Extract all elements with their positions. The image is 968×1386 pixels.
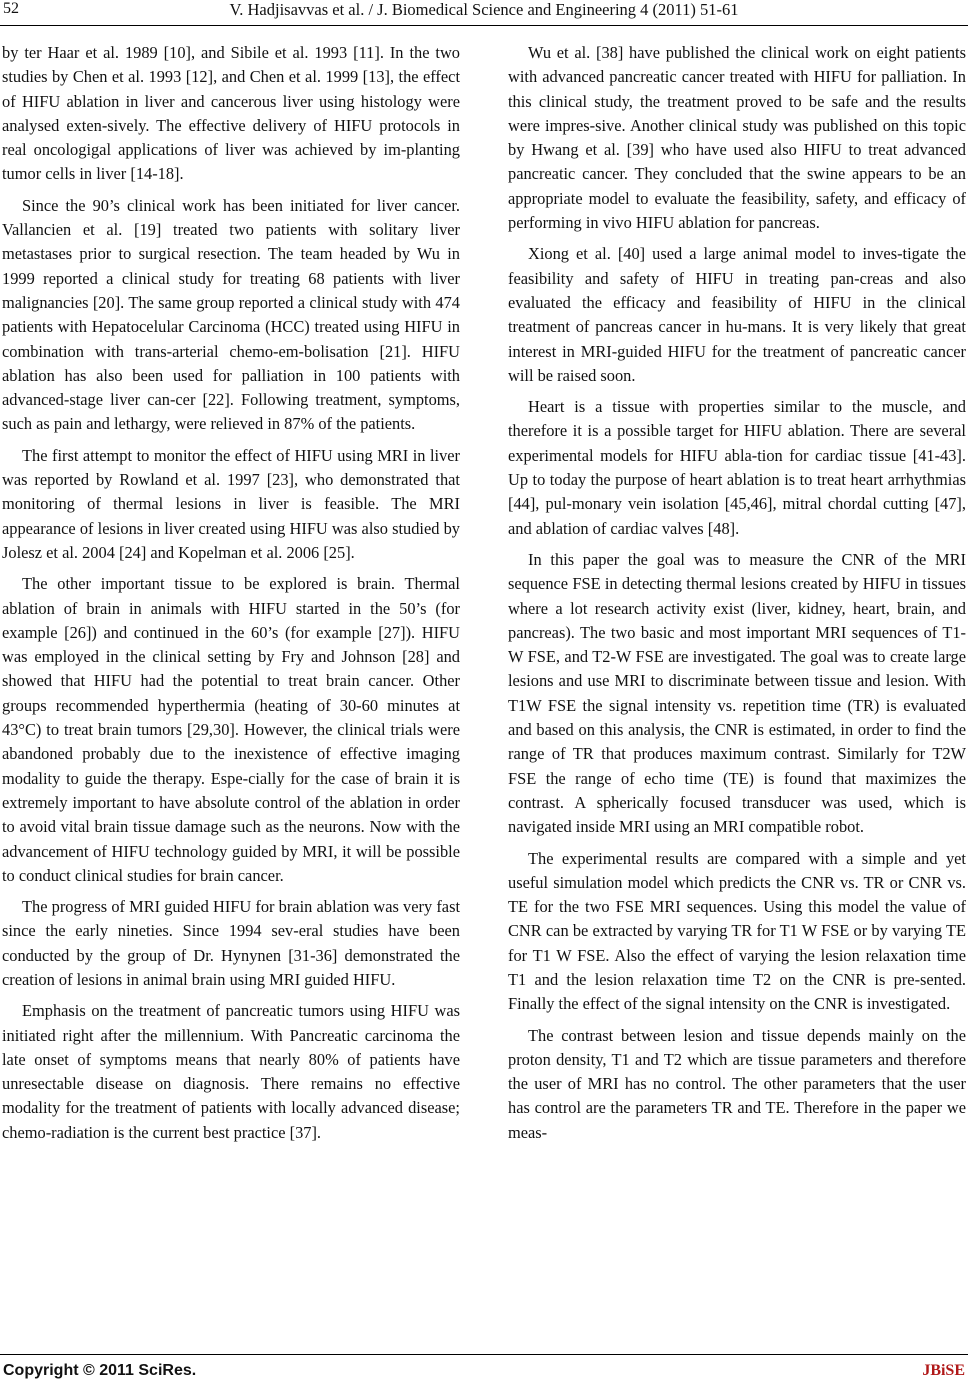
paragraph: Heart is a tissue with properties similar to the muscle, and therefore it is a possible target for HIFU ablation. There are several experimental models for HIFU abla-tion for cardiac tissue [41-43]. Up to today the purpose of heart ablation is to treat heart arrhythmias [44], pul-monary vein isolation [45,46], mitral chordal cutting [47], and ablation of cardiac valves [48]. [508, 397, 966, 538]
paragraph: The other important tissue to be explored is brain. Thermal ablation of brain in animals with HIFU started in the 50’s (for example [26]) and continued in the 60’s (for example [27]). HIFU was employed in the clinical setting by Fry and Johnson [28] and showed that HIFU had the potential to treat brain cancer. Other groups recommended hyperthermia (heating of 30-60 minutes at 43°C) to treat brain tumors [29,30]. However, the clinical trials were abandoned probably due to the inexistence of effective imaging modality to guide the therapy. Espe-cially for the case of brain it is extremely important to have absolute control of the ablation in order to avoid vital brain tissue damage such as the neurons. Now with the advancement of HIFU technology guided by MRI, it will be possible to conduct clinical studies for brain cancer. [2, 574, 460, 885]
page-footer [0, 1354, 968, 1386]
paragraph: The experimental results are compared with a simple and yet useful simulation model which predicts the CNR vs. TR or CNR vs. TE for the two FSE MRI sequences. Using this model the value of CNR can be extracted by varying TR for T1 W FSE or by varying TE for T1 W FSE. Also the effect of varying the lesion relaxation time T1 and the lesion relaxation time T2 on the CNR is pre-sented. Finally the effect of the signal intensity on the CNR is investigated. [508, 848, 966, 1014]
running-head: V. Hadjisavvas et al. / J. Biomedical Science and Engineering 4 (2011) 51-61 [229, 0, 739, 19]
paragraph: Since the 90’s clinical work has been initiated for liver cancer. Vallancien et al. [19] treated two patients with solitary liver metastases prior to surgical resection. The team headed by Wu in 1999 reported a clinical study for treating 68 patients with liver malignancies [20]. The same group reported a clinical study with 474 patients with Hepatocelular Carcinoma (HCC) treated using HIFU in combination with trans-arterial chemo-em-bolisation [21]. HIFU ablation has also been used for palliation in 100 patients with advanced-stage liver can-cer [22]. Following treatment, symptoms, such as pain and lethargy, were relieved in 87% of the patients. [2, 195, 460, 434]
paragraph: The contrast between lesion and tissue depends mainly on the proton density, T1 and T2 which are tissue parameters and therefore the user of MRI has no control. The other parameters that the user has control are the parameters TR and TE. Therefore in the paper we meas- [508, 1025, 966, 1142]
paragraph: by ter Haar et al. 1989 [10], and Sibile et al. 1993 [11]. In the two studies by Chen et al. 1993 [12], and Chen et al. 1999 [13], the effect of HIFU ablation in liver and cancerous liver using histology were analysed exten-sively. The effective delivery of HIFU protocols in real oncologigal applications of liver was achieved by im-planting tumor cells in liver [14-18]. [2, 43, 460, 184]
paragraph: In this paper the goal was to measure the CNR of the MRI sequence FSE in detecting thermal lesions created by HIFU in tissues where a lot research activity exist (liver, kidney, heart, brain, and pancreas). The two basic and most important MRI sequences of T1-W FSE, and T2-W FSE are investigated. The goal was to create large lesions and use MRI to discriminate between tissue and lesion. With T1W FSE the signal intensity vs. repetition time (TR) is evaluated and based on this analysis, the CNR is estimated, in order to find the range of TR that produces maximum contrast. Similarly for T2W FSE the range of echo time (TE) is found that maximizes the contrast. A spherically focused transducer was used, which is navigated inside MRI using an MRI compatible robot. [508, 549, 966, 837]
paragraph: Emphasis on the treatment of pancreatic tumors using HIFU was initiated right after the millennium. With Pancreatic carcinoma the late onset of symptoms means that nearly 80% of patients have unresectable disease on diagnosis. There remains no effective modality for the treatment of patients with locally advanced disease; chemo-radiation is the current best practice [37]. [2, 1001, 460, 1142]
header-rule [0, 25, 968, 26]
paragraph: Wu et al. [38] have published the clinical work on eight patients with advanced pancreatic cancer treated with HIFU for palliation. In this clinical study, the treatment proved to be safe and the results were impres-sive. Another clinical study was published on this topic by Hwang et al. [39] who have used also HIFU to treat advanced pancreatic cancer. They concluded that the swine appears to be an appropriate model to evaluate the feasibility, safety, and efficacy of performing in vivo HIFU ablation for pancreas. [508, 43, 966, 233]
journal-abbreviation: JBiSE [922, 1362, 965, 1379]
copyright-notice: Copyright © 2011 SciRes. [3, 1362, 197, 1379]
paragraph: The progress of MRI guided HIFU for brain ablation was very fast since the early nineties. Since 1994 sev-eral studies have been conducted by the group of Dr. Hynynen [31-36] demonstrated the creation of lesions in animal brain using MRI guided HIFU. [2, 897, 460, 989]
paragraph: The first attempt to monitor the effect of HIFU using MRI in liver was reported by Rowland et al. 1997 [23], who demonstrated that monitoring of thermal lesions in liver is feasible. The MRI appearance of lesions in liver created using HIFU was also studied by Jolesz et al. 2004 [24] and Kopelman et al. 2006 [25]. [2, 445, 460, 562]
page-header [0, 0, 968, 26]
footer-rule [0, 1354, 968, 1355]
left-column [2, 41, 460, 1152]
page-number: 52 [3, 0, 19, 17]
right-column [508, 41, 966, 1152]
paragraph: Xiong et al. [40] used a large animal model to inves-tigate the feasibility and safety of HIFU in treating pan-creas and also evaluated the efficacy and feasibility of HIFU in the clinical treatment of pancreas cancer in hu-mans. It is very likely that great interest in MRI-guided HIFU for the treatment of pancreatic cancer will be raised soon. [508, 244, 966, 385]
